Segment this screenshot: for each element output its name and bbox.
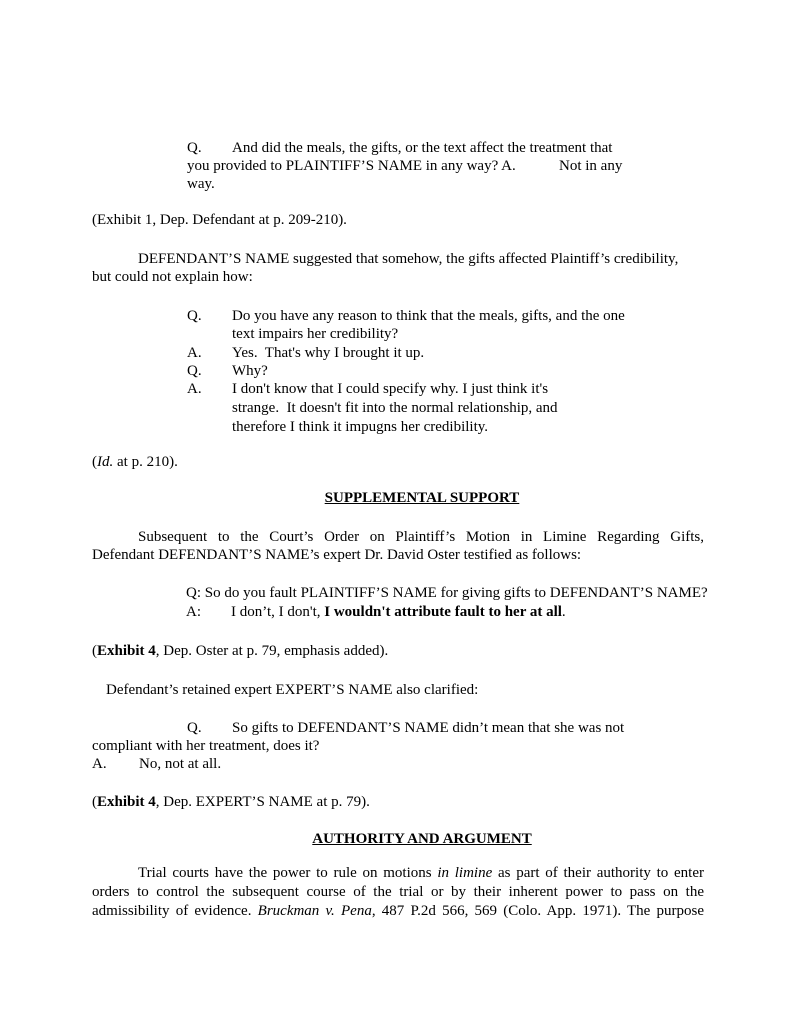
para3: Defendant’s retained expert EXPERT’S NAME also clarified: [106, 682, 479, 698]
qa1-q-label: Q. [187, 140, 202, 156]
qa2-a2-line2: strange. It doesn't fit into the normal relationship, and [232, 400, 558, 416]
qa2-q1-label: Q. [187, 308, 202, 324]
citation-exhibit-4-oster [92, 642, 388, 660]
para4-l3-italic: Bruckman v. Pena [257, 903, 372, 919]
cite3-rest: , Dep. Oster at p. 79, emphasis added). [155, 643, 389, 659]
qa4-a-text: No, not at all. [139, 756, 222, 772]
para4-l1-b: as part of their authority to enter [492, 865, 704, 881]
cite4-rest: , Dep. EXPERT’S NAME at p. 79). [155, 794, 370, 810]
qa2-a1-text: Yes. That's why I brought it up. [232, 345, 425, 361]
qa2-q2-text: Why? [232, 363, 268, 379]
para1-line1: DEFENDANT’S NAME suggested that somehow, the gifts affected Plaintiff’s credibility, [138, 251, 679, 267]
citation-exhibit-1: (Exhibit 1, Dep. Defendant at p. 209-210). [92, 212, 347, 228]
qa4-q-line2: compliant with her treatment, does it? [92, 738, 320, 754]
para4-l3-b: , 487 P.2d 566, 569 (Colo. App. 1971). The purpose [371, 903, 705, 919]
qa2-a2-line1: I don't know that I could specify why. I just think it's [232, 381, 549, 397]
heading-supplemental-support: SUPPLEMENTAL SUPPORT [324, 490, 520, 506]
citation-id [92, 453, 178, 471]
citation-id-open: ( [92, 454, 97, 470]
qa1-q-line1: And did the meals, the gifts, or the text affect the treatment that [232, 140, 613, 156]
qa1-q-line3: way. [187, 176, 215, 192]
cite4-exhibit: Exhibit 4 [97, 794, 156, 810]
qa2-a2-line3: therefore I think it impugns her credibility. [232, 419, 489, 435]
qa2-q1-line2: text impairs her credibility? [232, 326, 399, 342]
cite3-open: ( [92, 643, 97, 659]
para4-line2: orders to control the subsequent course of the trial or by their inherent power to pass on the [92, 884, 704, 900]
citation-id-rest: at p. 210). [113, 454, 178, 470]
para2-line2: Defendant DEFENDANT’S NAME’s expert Dr. David Oster testified as follows: [92, 547, 582, 563]
cite3-exhibit: Exhibit 4 [97, 643, 156, 659]
heading-authority-and-argument: AUTHORITY AND ARGUMENT [312, 831, 532, 847]
qa3-a-label: A: [186, 604, 201, 620]
para4-l1-a: Trial courts have the power to rule on motions [138, 865, 438, 881]
qa2-a2-label: A. [187, 381, 202, 397]
qa2-q2-label: Q. [187, 363, 202, 379]
qa3-a-bold: I wouldn't attribute fault to her at all [324, 604, 562, 620]
para4-l3-a: admissibility of evidence. [92, 903, 258, 919]
qa3-a-plain: I don’t, I don't, [231, 604, 325, 620]
cite4-open: ( [92, 794, 97, 810]
para4-line1 [138, 864, 704, 882]
para1-line2: but could not explain how: [92, 269, 253, 285]
qa3-a-end: . [561, 604, 566, 620]
qa4-a-label: A. [92, 756, 107, 772]
qa1-q-line2: you provided to PLAINTIFF’S NAME in any way? A. [187, 158, 516, 174]
qa2-a1-label: A. [187, 345, 202, 361]
qa3-a-text [231, 603, 566, 621]
citation-exhibit-4-expert [92, 793, 370, 811]
qa3-q-text: Q: So do you fault PLAINTIFF’S NAME for giving gifts to DEFENDANT’S NAME? [186, 585, 708, 601]
qa2-q1-line1: Do you have any reason to think that the meals, gifts, and the one [232, 308, 625, 324]
qa4-q-line1: So gifts to DEFENDANT’S NAME didn’t mean that she was not [232, 720, 625, 736]
para2-line1: Subsequent to the Court’s Order on Plaintiff’s Motion in Limine Regarding Gifts, [138, 529, 704, 545]
para4-line3 [92, 902, 704, 920]
qa1-answer: Not in any [559, 158, 623, 174]
qa4-q-label: Q. [187, 720, 202, 736]
para4-l1-italic: in limine [437, 865, 493, 881]
citation-id-italic: Id. [97, 454, 114, 470]
